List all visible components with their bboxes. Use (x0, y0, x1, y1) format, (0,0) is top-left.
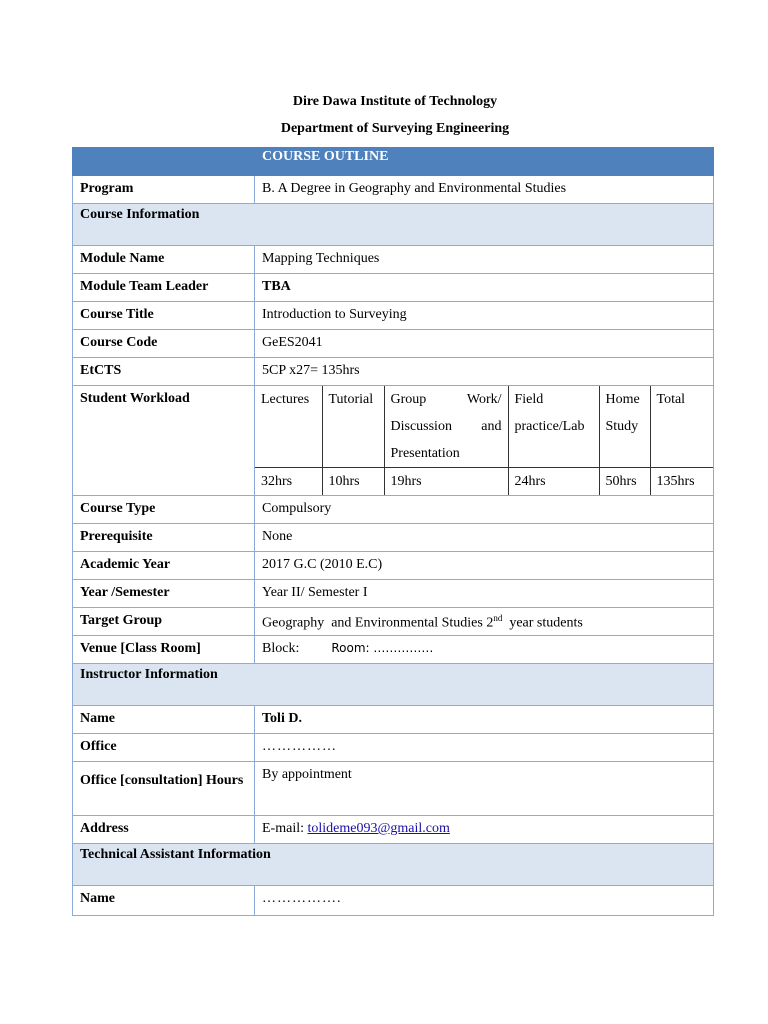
year-semester-value: Year II/ Semester I (255, 580, 714, 608)
team-leader-value: TBA (255, 274, 714, 302)
title-left-cell (73, 148, 255, 176)
venue-block: Block: (262, 641, 300, 656)
module-name-label: Module Name (73, 246, 255, 274)
address-value (255, 816, 714, 844)
workload-value-lectures: 32hrs (255, 468, 322, 496)
etcts-label: EtCTS (73, 358, 255, 386)
workload-value-group-work: 19hrs (384, 468, 508, 496)
department-name: Department of Surveying Engineering (280, 121, 510, 136)
course-outline-title: COURSE OUTLINE (255, 148, 714, 176)
instructor-name-value: Toli D. (255, 706, 714, 734)
course-title-label: Course Title (73, 302, 255, 330)
course-outline-table (72, 147, 714, 916)
course-code-label: Course Code (73, 330, 255, 358)
module-name-value: Mapping Techniques (255, 246, 714, 274)
program-value: B. A Degree in Geography and Environmental Studies (255, 176, 714, 204)
workload-header-lectures: Lectures (255, 386, 322, 468)
workload-header-home-study: Home Study (599, 386, 650, 468)
target-group-text: Geography and Environmental Studies 2 (262, 615, 494, 631)
target-group-label: Target Group (73, 608, 255, 636)
prerequisite-value: None (255, 524, 714, 552)
office-label: Office (73, 734, 255, 762)
workload-value-total: 135hrs (650, 468, 713, 496)
ta-name-value: ……………. (255, 886, 714, 916)
workload-header-total: Total (650, 386, 713, 468)
workload-header-field-practice: Field practice/Lab (508, 386, 599, 468)
instructor-name-label: Name (73, 706, 255, 734)
institute-name: Dire Dawa Institute of Technology (292, 94, 498, 109)
target-group-value (255, 608, 714, 636)
target-group-ordinal: nd (493, 613, 503, 623)
course-type-value: Compulsory (255, 496, 714, 524)
workload-cell (255, 386, 714, 496)
student-workload-label: Student Workload (73, 386, 255, 496)
target-group-suffix: year students (502, 615, 583, 631)
address-label: Address (73, 816, 255, 844)
workload-header-tutorial: Tutorial (322, 386, 384, 468)
workload-table (255, 386, 713, 495)
year-semester-label: Year /Semester (73, 580, 255, 608)
academic-year-label: Academic Year (73, 552, 255, 580)
consultation-hours-label: Office [consultation] Hours (73, 762, 255, 816)
program-label: Program (73, 176, 255, 204)
workload-value-tutorial: 10hrs (322, 468, 384, 496)
etcts-value: 5CP x27= 135hrs (255, 358, 714, 386)
venue-label: Venue [Class Room] (73, 636, 255, 664)
workload-header-group-work: Group Work/ Discussion and Presentation (384, 386, 508, 468)
office-value: …………… (255, 734, 714, 762)
venue-value (255, 636, 714, 664)
instructor-information-header: Instructor Information (73, 664, 714, 706)
email-prefix: E-mail: (262, 821, 308, 836)
course-information-header: Course Information (73, 204, 714, 246)
team-leader-label: Module Team Leader (73, 274, 255, 302)
prerequisite-label: Prerequisite (73, 524, 255, 552)
venue-room: Room: …………… (331, 641, 434, 655)
workload-value-home-study: 50hrs (599, 468, 650, 496)
email-link[interactable]: tolideme093@gmail.com (307, 821, 450, 836)
ta-name-label: Name (73, 886, 255, 916)
consultation-hours-value: By appointment (255, 762, 714, 816)
technical-assistant-header: Technical Assistant Information (73, 844, 714, 886)
course-type-label: Course Type (73, 496, 255, 524)
workload-value-field-practice: 24hrs (508, 468, 599, 496)
course-title-value: Introduction to Surveying (255, 302, 714, 330)
academic-year-value: 2017 G.C (2010 E.C) (255, 552, 714, 580)
course-code-value: GeES2041 (255, 330, 714, 358)
